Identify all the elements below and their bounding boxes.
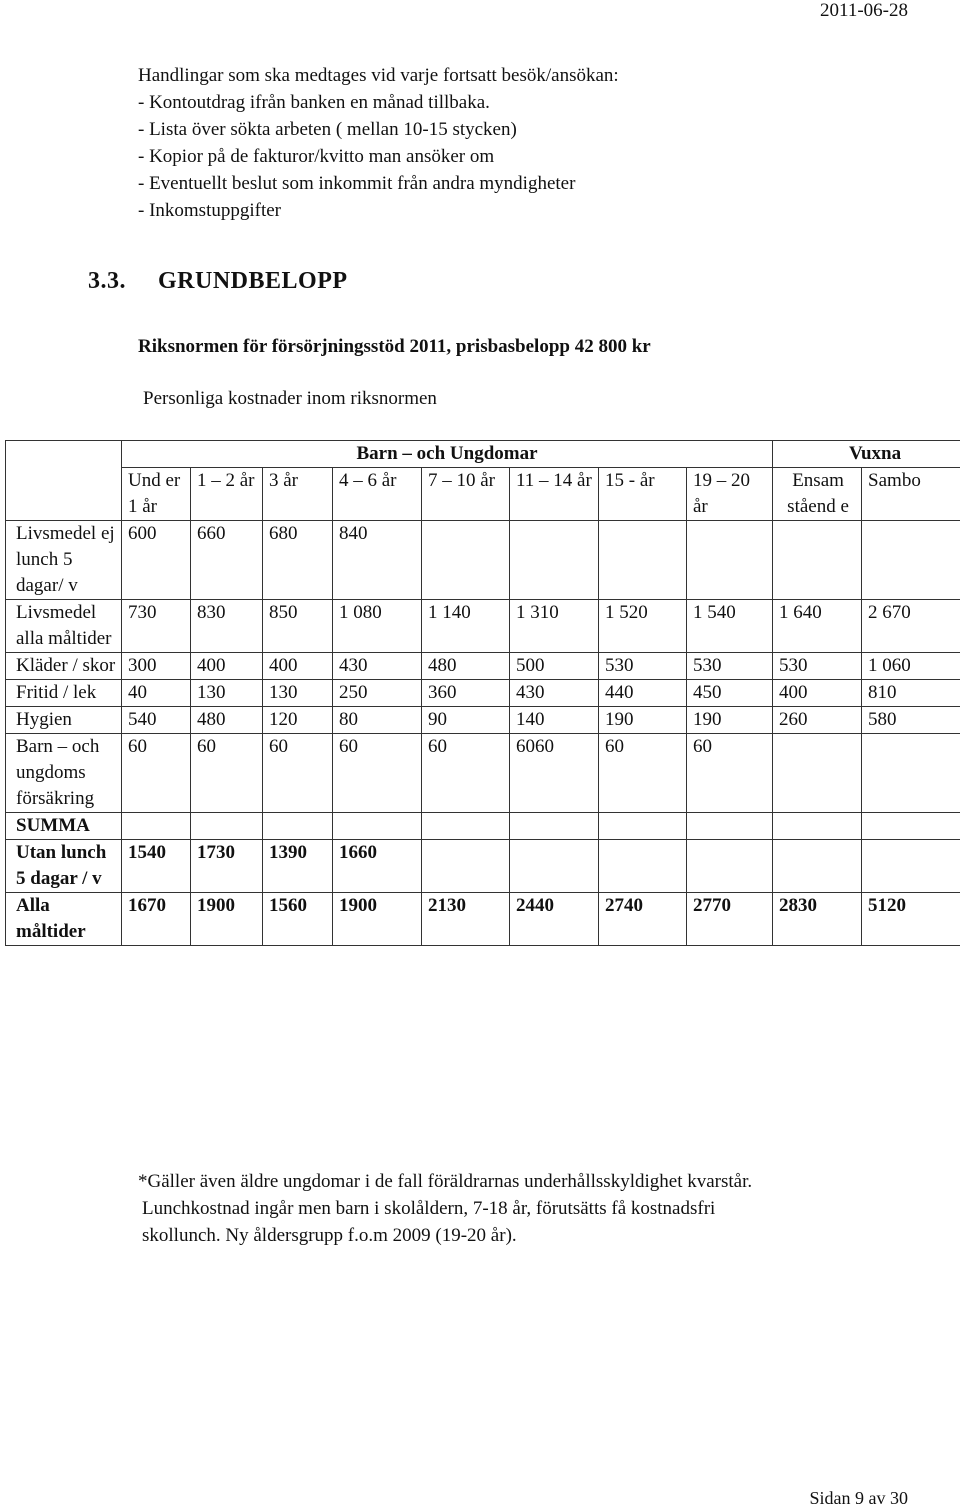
intro-list: [138, 89, 619, 224]
column-header: 15 - år: [599, 468, 687, 521]
table-row: [6, 600, 960, 653]
section-number: 3.3.: [88, 268, 126, 294]
column-header: 7 – 10 år: [422, 468, 510, 521]
table-cell: 5120: [862, 893, 960, 946]
list-item: - Eventuellt beslut som inkommit från andra myndigheter: [138, 173, 576, 194]
table-row: [6, 653, 960, 680]
table-cell: 60: [263, 734, 333, 813]
table-cell: 660: [191, 521, 263, 600]
table-cell: 60: [122, 734, 191, 813]
table-cell: 430: [510, 680, 599, 707]
table-cell: 500: [510, 653, 599, 680]
table-row: [6, 680, 960, 707]
row-label: Livsmedel ej lunch 5 dagar/ v: [6, 521, 122, 600]
table-cell: 190: [599, 707, 687, 734]
list-item: - Kopior på de fakturor/kvitto man ansöker om: [138, 146, 495, 167]
column-header: Und er 1 år: [122, 468, 191, 521]
table-cell: 130: [191, 680, 263, 707]
row-label: Livsmedel alla måltider: [6, 600, 122, 653]
table-row: [6, 840, 960, 893]
table-cell: 1730: [191, 840, 263, 893]
table-cell: 130: [263, 680, 333, 707]
table-cell: [599, 521, 687, 600]
table-cell: 2830: [773, 893, 862, 946]
table-header-row: [6, 468, 960, 521]
list-item: - Inkomstuppgifter: [138, 200, 282, 221]
table-cell: 6060: [510, 734, 599, 813]
table-cell: 60: [422, 734, 510, 813]
table-cell: 810: [862, 680, 960, 707]
table-cell: 440: [599, 680, 687, 707]
table-cell: 1390: [263, 840, 333, 893]
table-cell: 60: [687, 734, 773, 813]
table-cell: 530: [599, 653, 687, 680]
table-group-header-row: [6, 441, 960, 468]
norm-table: [5, 440, 960, 946]
table-cell: [687, 813, 773, 840]
intro-section: [138, 62, 619, 224]
table-cell: 1 080: [333, 600, 422, 653]
table-cell: [862, 734, 960, 813]
table-cell: 1900: [333, 893, 422, 946]
table-cell: [862, 840, 960, 893]
table-cell: [191, 813, 263, 840]
table-cell: 830: [191, 600, 263, 653]
table-cell: [263, 813, 333, 840]
footnote-line: *Gäller även äldre ungdomar i de fall föräldrarnas underhållsskyldighet kvarstår.: [138, 1171, 753, 1192]
table-cell: 90: [422, 707, 510, 734]
section-heading: [88, 268, 348, 295]
table-cell: [510, 521, 599, 600]
table-row: [6, 893, 960, 946]
table-row: [6, 521, 960, 600]
table-cell: 580: [862, 707, 960, 734]
table-cell: 530: [687, 653, 773, 680]
table-cell: 1670: [122, 893, 191, 946]
table-cell: [773, 813, 862, 840]
intro-heading: Handlingar som ska medtages vid varje fortsatt besök/ansökan:: [138, 65, 619, 86]
table-caption: Personliga kostnader inom riksnormen: [143, 388, 437, 409]
table-cell: 120: [263, 707, 333, 734]
table-cell: [773, 840, 862, 893]
footnote: [138, 1168, 898, 1249]
table-row: [6, 734, 960, 813]
table-cell: 60: [599, 734, 687, 813]
table-cell: 1 310: [510, 600, 599, 653]
table-cell: 480: [191, 707, 263, 734]
row-label: Barn – och ungdoms försäkring: [6, 734, 122, 813]
table-cell: 730: [122, 600, 191, 653]
table-cell: 1900: [191, 893, 263, 946]
table-cell: 1560: [263, 893, 333, 946]
table-cell: 530: [773, 653, 862, 680]
table-cell: 1 640: [773, 600, 862, 653]
column-header: 19 – 20 år: [687, 468, 773, 521]
table-cell: 190: [687, 707, 773, 734]
table-cell: [862, 813, 960, 840]
table-corner-cell: [6, 441, 122, 468]
row-label: Hygien: [6, 707, 122, 734]
table-cell: 1 140: [422, 600, 510, 653]
section-subtitle: Riksnormen för försörjningsstöd 2011, prisbasbelopp 42 800 kr: [138, 336, 651, 357]
table-cell: 400: [773, 680, 862, 707]
column-header: 11 – 14 år: [510, 468, 599, 521]
table-cell: 1 540: [687, 600, 773, 653]
table-cell: 2 670: [862, 600, 960, 653]
column-header: 3 år: [263, 468, 333, 521]
row-label: Fritid / lek: [6, 680, 122, 707]
table-corner-cell: [6, 468, 122, 521]
table-cell: 250: [333, 680, 422, 707]
group-header-children: Barn – och Ungdomar: [122, 441, 773, 468]
table-cell: 540: [122, 707, 191, 734]
table-cell: [422, 840, 510, 893]
row-label: Utan lunch 5 dagar / v: [6, 840, 122, 893]
table-cell: 1 060: [862, 653, 960, 680]
table-cell: 2770: [687, 893, 773, 946]
footnote-line: Lunchkostnad ingår men barn i skolåldern, 7-18 år, förutsätts få kostnadsfri: [142, 1198, 716, 1219]
list-item: - Lista över sökta arbeten ( mellan 10-15 stycken): [138, 119, 517, 140]
table-cell: 1660: [333, 840, 422, 893]
table-cell: 480: [422, 653, 510, 680]
table-cell: 840: [333, 521, 422, 600]
summa-label: SUMMA: [6, 813, 122, 840]
table-cell: [510, 813, 599, 840]
table-cell: [122, 813, 191, 840]
table-cell: 600: [122, 521, 191, 600]
table-cell: 260: [773, 707, 862, 734]
table-cell: 680: [263, 521, 333, 600]
column-header: Ensam ståend e: [773, 468, 862, 521]
table-cell: [333, 813, 422, 840]
table-cell: 1540: [122, 840, 191, 893]
table-cell: 2130: [422, 893, 510, 946]
table-cell: [862, 521, 960, 600]
table-row: [6, 707, 960, 734]
table-cell: 60: [191, 734, 263, 813]
table-cell: [599, 813, 687, 840]
table-cell: 2440: [510, 893, 599, 946]
list-item: - Kontoutdrag ifrån banken en månad tillbaka.: [138, 92, 490, 113]
table-cell: [422, 813, 510, 840]
row-label: Alla måltider: [6, 893, 122, 946]
table-cell: 450: [687, 680, 773, 707]
table-cell: 2740: [599, 893, 687, 946]
table-cell: [687, 840, 773, 893]
column-header: 4 – 6 år: [333, 468, 422, 521]
section-title: GRUNDBELOPP: [158, 268, 348, 294]
document-date: 2011-06-28: [820, 0, 908, 21]
table-cell: 300: [122, 653, 191, 680]
table-cell: 40: [122, 680, 191, 707]
summa-row: [6, 813, 960, 840]
table-cell: 140: [510, 707, 599, 734]
table-cell: 1 520: [599, 600, 687, 653]
footnote-line: skollunch. Ny åldersgrupp f.o.m 2009 (19-20 år).: [142, 1225, 517, 1246]
page-number: Sidan 9 av 30: [809, 1488, 908, 1508]
table-cell: 430: [333, 653, 422, 680]
table-cell: 850: [263, 600, 333, 653]
group-header-adults: Vuxna: [773, 441, 960, 468]
column-header: Sambo: [862, 468, 960, 521]
table-cell: 400: [263, 653, 333, 680]
table-cell: 80: [333, 707, 422, 734]
column-header: 1 – 2 år: [191, 468, 263, 521]
table-cell: [599, 840, 687, 893]
row-label: Kläder / skor: [6, 653, 122, 680]
table-cell: [510, 840, 599, 893]
table-cell: [773, 734, 862, 813]
table-cell: 360: [422, 680, 510, 707]
table-cell: [687, 521, 773, 600]
table-cell: [422, 521, 510, 600]
table-cell: 400: [191, 653, 263, 680]
table-cell: [773, 521, 862, 600]
table-cell: 60: [333, 734, 422, 813]
